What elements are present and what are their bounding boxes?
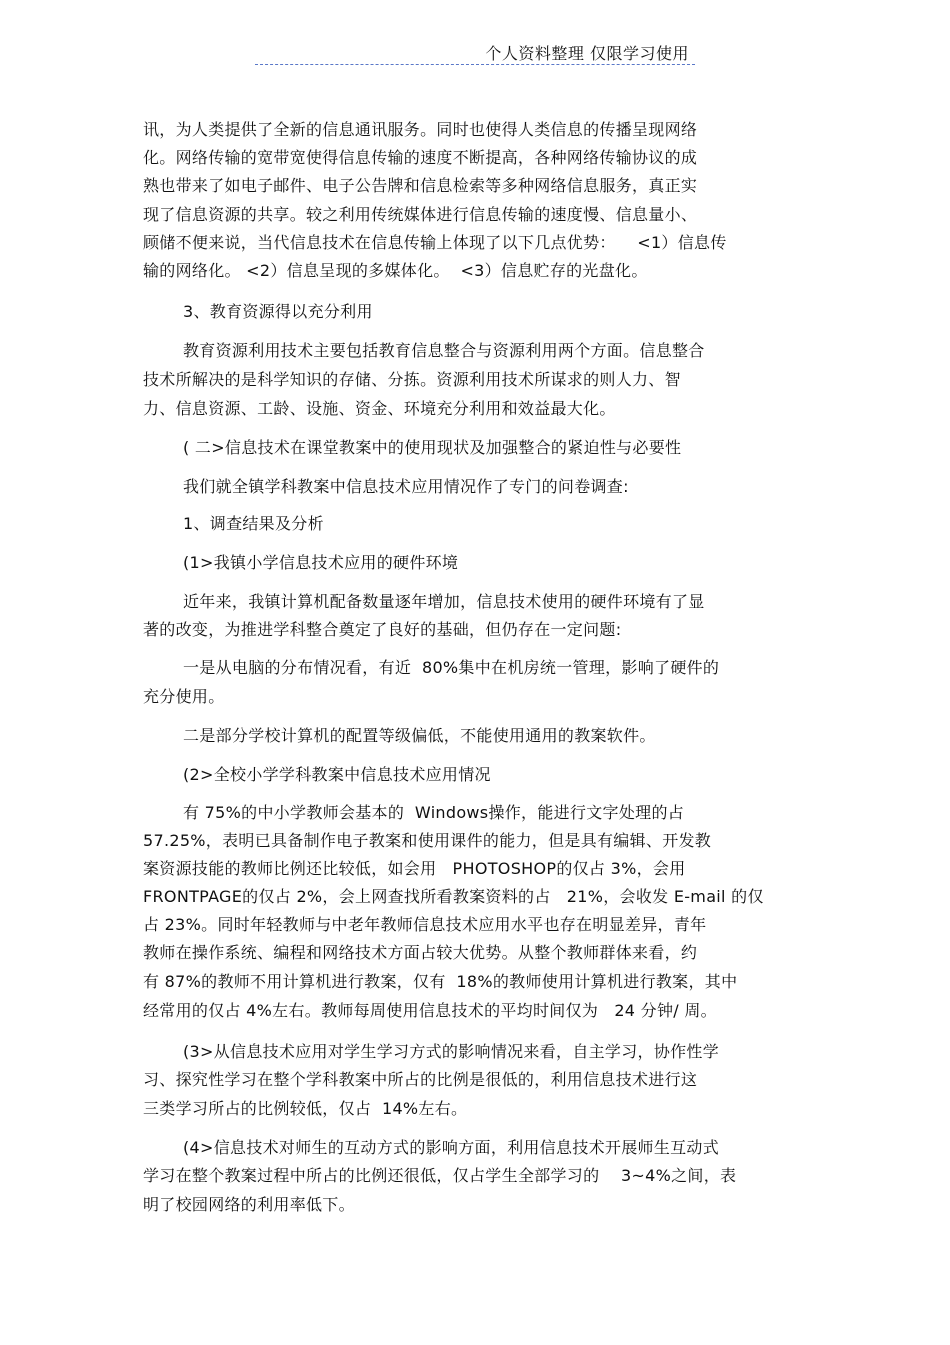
text-line: 57.25%，表明已具备制作电子教案和使用课件的能力，但是具有编辑、开发教 <box>143 831 712 850</box>
text-line: 占 23%。同时年轻教师与中老年教师信息技术应用水平也存在明显差异，青年 <box>143 915 707 934</box>
text-line: 近年来，我镇计算机配备数量逐年增加，信息技术使用的硬件环境有了显 <box>183 592 705 611</box>
text-line: 案资源技能的教师比例还比较低，如会用 PHOTOSHOP的仅占 3%，会用 <box>143 859 686 878</box>
text-line: 输的网络化。 <2）信息呈现的多媒体化。 <3）信息贮存的光盘化。 <box>143 261 648 280</box>
text-line: 习、探究性学习在整个学科教案中所占的比例是很低的，利用信息技术进行这 <box>143 1070 698 1089</box>
text-line: (3>从信息技术应用对学生学习方式的影响情况来看，自主学习，协作性学 <box>183 1042 720 1061</box>
text-line: 三类学习所占的比例较低，仅占 14%左右。 <box>143 1099 468 1118</box>
text-line: 力、信息资源、工龄、设施、资金、环境充分利用和效益最大化。 <box>143 399 616 418</box>
text-line: 顾储不便来说，当代信息技术在信息传输上体现了以下几点优势： <1）信息传 <box>143 233 727 252</box>
text-line: 我们就全镇学科教案中信息技术应用情况作了专门的问卷调查: <box>183 477 629 496</box>
text-line: 明了校园网络的利用率低下。 <box>143 1195 355 1214</box>
text-line: FRONTPAGE的仅占 2%，会上网查找所看教案资料的占 21%，会收发 E-mail 的仅 <box>143 887 764 906</box>
text-line: 著的改变，为推进学科整合奠定了良好的基础，但仍存在一定问题: <box>143 620 622 639</box>
text-line: 1、调查结果及分析 <box>183 514 324 533</box>
header-text: 个人资料整理 仅限学习使用 <box>485 44 689 63</box>
text-line: 3、教育资源得以充分利用 <box>183 302 373 321</box>
header-dashed-rule <box>255 64 695 65</box>
text-line: (4>信息技术对师生的互动方式的影响方面，利用信息技术开展师生互动式 <box>183 1138 720 1157</box>
text-line: 充分使用。 <box>143 687 225 706</box>
text-line: 教师在操作系统、编程和网络技术方面占较大优势。从整个教师群体来看，约 <box>143 943 698 962</box>
text-line: 经常用的仅占 4%左右。教师每周使用信息技术的平均时间仅为 24 分钟/ 周。 <box>143 1001 717 1020</box>
text-line: 教育资源利用技术主要包括教育信息整合与资源利用两个方面。信息整合 <box>183 341 705 360</box>
text-line: 化。网络传输的宽带宽使得信息传输的速度不断提高，各种网络传输协议的成 <box>143 148 698 167</box>
text-line: 有 75%的中小学教师会基本的 Windows操作，能进行文字处理的占 <box>183 803 685 822</box>
page-header <box>255 41 695 67</box>
text-line: 学习在整个教案过程中所占的比例还很低，仅占学生全部学习的 3~4%之间，表 <box>143 1166 737 1185</box>
text-line: ( 二>信息技术在课堂教案中的使用现状及加强整合的紧迫性与必要性 <box>183 438 682 457</box>
text-line: 技术所解决的是科学知识的存储、分拣。资源利用技术所谋求的则人力、智 <box>143 370 681 389</box>
text-line: 熟也带来了如电子邮件、电子公告牌和信息检索等多种网络信息服务，真正实 <box>143 176 698 195</box>
text-line: 二是部分学校计算机的配置等级偏低，不能使用通用的教案软件。 <box>183 726 656 745</box>
text-line: 讯，为人类提供了全新的信息通讯服务。同时也使得人类信息的传播呈现网络 <box>143 120 698 139</box>
text-line: (1>我镇小学信息技术应用的硬件环境 <box>183 553 459 572</box>
text-line: 一是从电脑的分布情况看，有近 80%集中在机房统一管理，影响了硬件的 <box>183 658 720 677</box>
text-line: 有 87%的教师不用计算机进行教案，仅有 18%的教师使用计算机进行教案，其中 <box>143 972 738 991</box>
text-line: (2>全校小学学科教案中信息技术应用情况 <box>183 765 491 784</box>
text-line: 现了信息资源的共享。较之利用传统媒体进行信息传输的速度慢、信息量小、 <box>143 205 698 224</box>
